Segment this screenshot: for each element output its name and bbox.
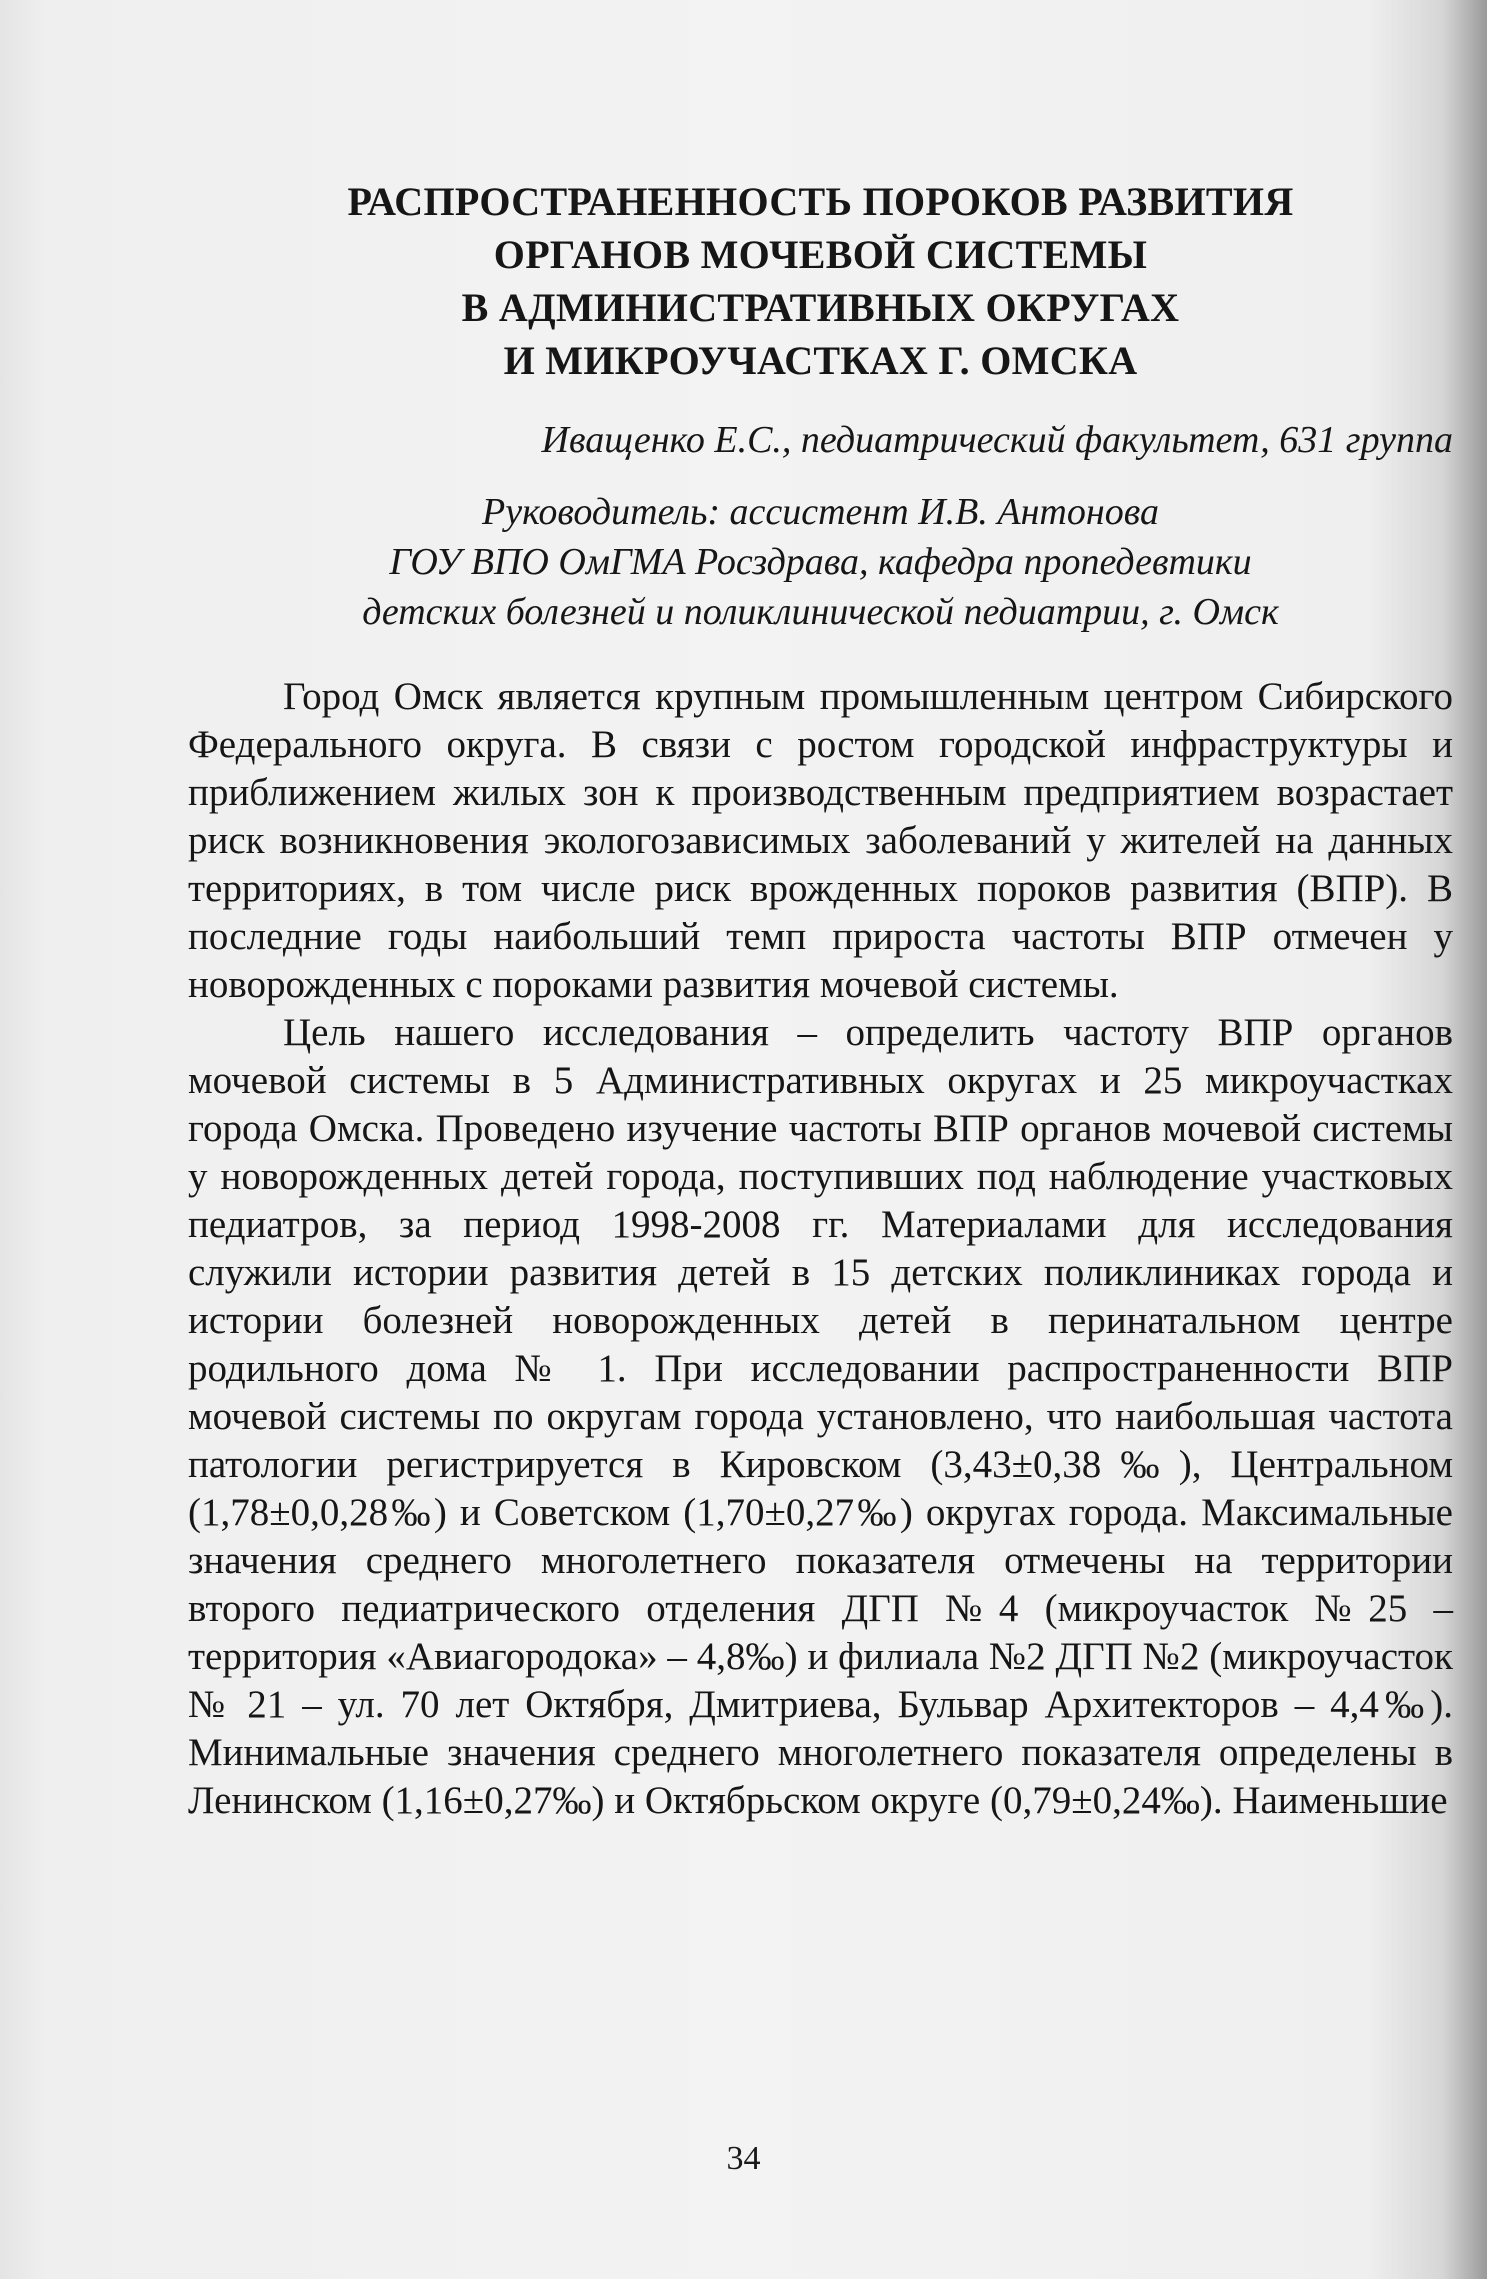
supervisor-line: Руководитель: ассистент И.В. Антонова [482, 491, 1159, 533]
paragraph: Цель нашего исследования – определить частоту ВПР органов мочевой системы в 5 Административных округах и 25 микроучастках города Омска. Проведено изучение частоты ВПР органов мочевой системы у новорожденных детей города, поступивших под наблюдение участковых педиатров, за период 1998-2008 гг. Материалами для исследования служили истории развития детей в 15 детских поликлиниках города и истории болезней новорожденных детей в перинатальном центре родильного дома № 1. При исследовании распространенности ВПР мочевой системы по округам города установлено, что наибольшая частота патологии регистрируется в Кировском (3,43±0,38‰), Центральном (1,78±0,0,28‰) и Советском (1,70±0,27‰) округах города. Максимальные значения среднего многолетнего показателя отмечены на территории второго педиатрического отделения ДГП №4 (микроучасток №25 – территория «Авиагородока» – 4,8‰) и филиала №2 ДГП №2 (микроучасток № 21 – ул. 70 лет Октября, Дмитриева, Бульвар Архитекторов – 4,4‰). Минимальные значения среднего многолетнего показателя определены в Ленинском (1,16±0,27‰) и Октябрьском округе (0,79±0,24‰). Наименьшие [188, 1011, 1453, 1822]
title-line: И МИКРОУЧАСТКАХ Г. ОМСКА [503, 338, 1138, 383]
article-body [188, 175, 1453, 1825]
affiliation-line: ГОУ ВПО ОмГМА Росздрава, кафедра пропедевтики [389, 541, 1252, 583]
body-text [188, 673, 1453, 1825]
affiliation-line: детских болезней и поликлинической педиатрии, г. Омск [362, 591, 1279, 633]
title-line: ОРГАНОВ МОЧЕВОЙ СИСТЕМЫ [493, 232, 1148, 277]
author-line: Иващенко Е.С., педиатрический факультет, 631 группа [541, 419, 1453, 461]
title-line: В АДМИНИСТРАТИВНЫХ ОКРУГАХ [461, 285, 1180, 330]
page-number: 34 [726, 2140, 761, 2177]
affiliation-block [188, 487, 1453, 637]
article-title [188, 175, 1453, 387]
title-line: РАСПРОСТРАНЕННОСТЬ ПОРОКОВ РАЗВИТИЯ [347, 179, 1294, 224]
paragraph: Город Омск является крупным промышленным центром Сибирского Федерального округа. В связи с ростом городской инфраструктуры и приближением жилых зон к производственным предприятием возрастает риск возникновения экологозависимых заболеваний у жителей на данных территориях, в том числе риск врожденных пороков развития (ВПР). В последние годы наибольший темп прироста частоты ВПР отмечен у новорожденных с пороками развития мочевой системы. [188, 675, 1453, 1006]
